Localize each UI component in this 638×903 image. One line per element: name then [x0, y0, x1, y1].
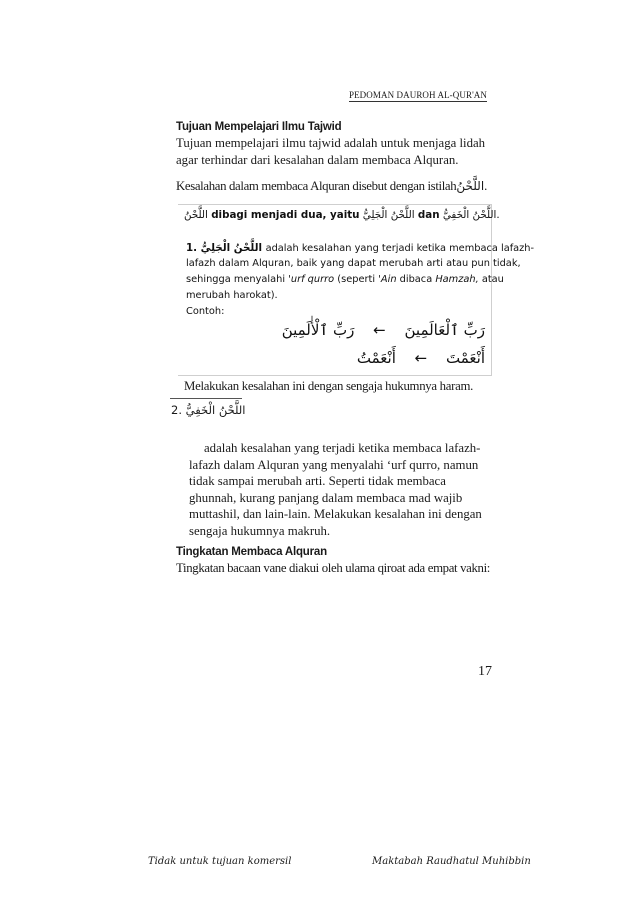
- arabic-lahn-jali: اللَّحْنُ الْجَلِيُّ: [362, 209, 415, 221]
- item1-line4: merubah harokat).: [186, 290, 278, 301]
- paragraph-line: muttashil, dan lain-lain. Melakukan kesalahan ini dengan: [189, 507, 482, 521]
- text-segment: sehingga menyalahi: [186, 274, 289, 285]
- arabic-lahn-term: اللَّحْنُ: [456, 179, 485, 193]
- ain-term: 'Ain: [378, 274, 397, 285]
- example-right: أَنْعَمْتَ: [446, 349, 485, 367]
- example-row-1: [282, 322, 485, 339]
- example-wrong: أَنْعَمْتُ: [356, 349, 396, 367]
- running-header: PEDOMAN DAUROH AL-QUR'AN: [348, 90, 487, 100]
- lahn-division-box: [178, 204, 535, 376]
- page-number: 17: [478, 664, 492, 679]
- divider: [170, 398, 242, 399]
- item2-paragraph: [189, 440, 509, 539]
- item1-number: 1.: [186, 242, 198, 254]
- example-row-2: [357, 350, 485, 367]
- haram-line: Melakukan kesalahan ini dengan sengaja hukumnya haram.: [184, 379, 474, 393]
- paragraph-line: adalah kesalahan yang terjadi ketika membaca lafazh-: [204, 441, 481, 455]
- arabic-lahn-khafi-item: اللَّحْنُ الْخَفِيُّ: [185, 403, 246, 417]
- left-arrow-icon: ←: [373, 321, 386, 339]
- paragraph-line: sengaja hukumnya makruh.: [189, 523, 331, 538]
- footer-right: Maktabah Raudhatul Muhibbin: [372, 856, 531, 867]
- paragraph-line: Tujuan mempelajari ilmu tajwid adalah untuk menjaga lidah: [176, 136, 486, 150]
- division-text: dibagi menjadi dua, yaitu: [211, 209, 360, 221]
- example-wrong: رَبِّ ٱلْأٰلَمِينَ: [281, 321, 355, 339]
- footer-left: Tidak untuk tujuan komersil: [148, 856, 292, 867]
- item1-first-line: [186, 240, 534, 258]
- urf-qurro-term: 'urf qurro: [288, 274, 335, 285]
- tingkatan-line: Tingkatan bacaan vane diakui oleh ulama qiroat ada empat vakni:: [176, 561, 490, 575]
- arabic-lahn-jali-item: اللَّحْنُ الْجَلِيُّ: [200, 242, 262, 254]
- text-segment: dibaca: [396, 274, 436, 285]
- division-row: اللَّحْنُ dibagi menjadi dua, yaitu اللَّحْنُ الْجَلِيُّ dan اللَّحْنُ الْخَفِيُّ.: [184, 209, 500, 221]
- text-segment: atau: [478, 274, 504, 285]
- paragraph-line: lafazh dalam Alquran yang menyalahi ‘urf qurro, namun: [189, 457, 479, 472]
- intro-paragraph: [176, 135, 485, 168]
- kesalahan-text: Kesalahan dalam membaca Alquran disebut dengan istilah: [176, 179, 457, 193]
- example-right: رَبِّ ٱلْعَالَمِينَ: [404, 321, 485, 339]
- text-dan: dan: [417, 209, 440, 221]
- text-segment: (seperti: [334, 274, 379, 285]
- item1-line3: [186, 272, 504, 289]
- paragraph-line: tidak sampai merubah arti. Seperti tidak membaca: [189, 474, 446, 488]
- contoh-label: Contoh:: [186, 306, 225, 317]
- item2-number: 2.: [171, 403, 182, 417]
- section-heading-tingkatan: Tingkatan Membaca Alquran: [176, 546, 327, 558]
- item1-line1: adalah kesalahan yang terjadi ketika membaca lafazh-: [265, 243, 535, 254]
- arabic-lahn-khafi: اللَّحْنُ الْخَفِيُّ: [442, 209, 497, 221]
- kesalahan-line: Kesalahan dalam membaca Alquran disebut dengan istilahاللَّحْنُ.: [176, 179, 488, 193]
- paragraph-line: ghunnah, kurang panjang dalam membaca mad wajib: [189, 490, 463, 505]
- arabic-lahn: اللَّحْنُ: [184, 209, 208, 221]
- left-arrow-icon: ←: [414, 349, 428, 367]
- item1-line2: lafazh dalam Alquran, baik yang dapat merubah arti atau pun tidak,: [186, 258, 521, 269]
- paragraph-line: agar terhindar dari kesalahan dalam membaca Alquran.: [176, 152, 459, 167]
- hamzah-term: Hamzah,: [435, 274, 479, 285]
- section-heading-tujuan: Tujuan Mempelajari Ilmu Tajwid: [176, 121, 342, 133]
- item2-label: [171, 403, 246, 417]
